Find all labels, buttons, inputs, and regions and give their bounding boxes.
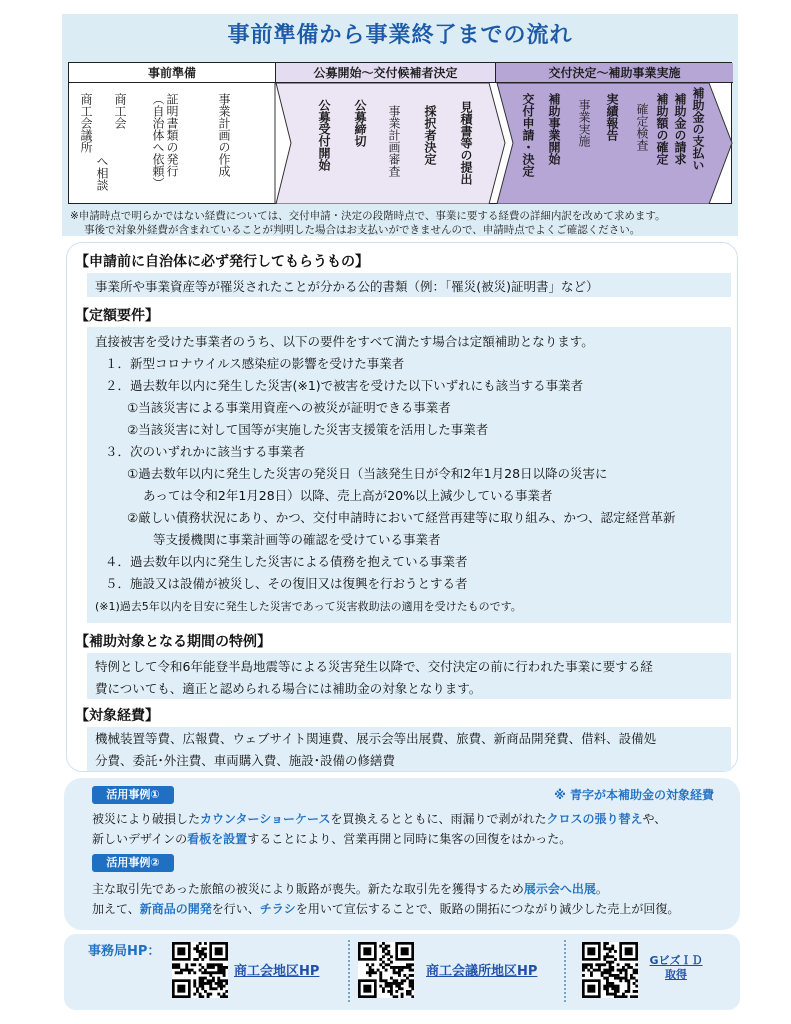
case2-l1-seg2: 。 [595,882,608,896]
case1-l1-cloth: クロスの張り替え [546,812,643,826]
fixed-section-title: 【定額要件】 [75,308,159,324]
period-line-1: 特例として令和6年能登半島地震等による災害発生以降で、交付決定の前に行われた事業に要する経 [95,659,653,674]
case1-badge: 活用事例① [92,786,174,804]
fixed-line-3: ３．次のいずれかに該当する事業者 [105,444,306,459]
final-step-amount: 補助額の確定 [655,93,669,165]
blue-text-note: ※ 青字が本補助金の対象経費 [554,788,714,802]
qr-code-gbiz [582,942,638,998]
flow-title: 事前準備から事業終了までの流れ [227,23,573,48]
final-step-claim: 補助金の請求 [673,93,687,165]
hp-label: 事務局HP： [88,944,161,959]
fixed-line-1: １．新型コロナウイルス感染症の影響を受けた事業者 [105,356,405,371]
docs-section-title: 【申請前に自治体に必ず発行してもらうもの】 [75,254,369,270]
fixed-line-2: ２．過去数年以内に発生した災害(※1)で被害を受けた以下いずれにも該当する事業者 [105,378,584,393]
docs-body: 事業所や事業資産等が罹災されたことが分かる公的書類（例：「罹災(被災)証明書」など） [95,279,599,294]
final-step-start: 補助事業開始 [547,93,561,165]
fixed-line-3-1b: あっては令和2年1月28日）以降、売上高が20%以上減少している事業者 [143,488,553,503]
stage-header-final: 交付決定～補助事業実施 [495,63,733,83]
prep-step-society: 商工会 [113,93,127,129]
flow-panel [62,14,738,236]
flow-note-line2: 事後で対象外経費が含まれていることが判明した場合はお支払いができませんので、申請時点でよくご確認ください。 [84,224,641,236]
qr-code-chamber [358,942,414,998]
case1-l2-seg0: 新しいデザインの [92,832,188,846]
flow-note-line1: ※申請時点で明らかではない経費については、交付申請・決定の段階時点で、事業に要する経費の詳細内訳を改めて求めます。 [70,210,666,222]
period-line-2: 費についても、適正と認められる場合には補助金の対象となります。 [95,681,482,696]
final-step-report: 実績報告 [605,93,619,141]
fixed-line-2-2: ②当該災害に対して国等が実施した災害支援策を活用した事業者 [127,422,489,437]
link-gbiz-id[interactable] [646,954,706,982]
prep-step-consult: へ相談 [95,155,109,191]
case2-l1-exhibition: 展示会へ出展 [523,882,596,896]
fixed-line-3-2a: ②厳しい債務状況にあり、かつ、交付申請時において経営再建等に取り組み、かつ、認定経営革新 [127,510,676,525]
case2-l2-seg4: を用いて宣伝することで、販路の開拓につながり減少した売上が回復。 [295,902,680,916]
case2-l2-product: 新商品の開発 [139,902,212,916]
case2-line2 [92,900,679,917]
footer-links [64,934,740,1010]
expenses-line-2: 分費、委託･外注費、車両購入費、施設･設備の修繕費 [95,753,396,768]
case1-l1-showcase: カウンターショーケース [200,812,331,826]
case2-l1-seg0: 主な取引先であった旅館の被災により販路が喪失。新たな取引先を獲得するため [92,882,524,896]
case1-l2-seg2: することにより、営業再開と同時に集客の回復をはかった。 [247,832,572,846]
final-step-grant-apply: 交付申請・決定 [521,93,535,177]
final-step-inspection: 確定検査 [635,103,649,151]
use-cases-panel [64,778,740,930]
prep-step-municipality: （自治体へ依頼） [151,93,165,189]
case2-badge: 活用事例② [92,854,174,872]
stage-header-mid: 公募開始～交付候補者決定 [275,63,495,83]
mid-step-review: 事業計画審査 [387,105,401,177]
mid-step-open: 公募受付開始 [317,99,331,171]
final-step-payment: 補助金の支払い [691,87,705,171]
fixed-line-3-1a: ①過去数年以内に発生した災害の発災日（当該発生日が令和2年1月28日以降の災害に [127,466,608,481]
prep-step-business-plan: 事業計画の作成 [217,93,231,177]
footer-divider-2 [564,940,566,1002]
period-section-title: 【補助対象となる期間の特例】 [75,634,271,650]
link-chamber-hp[interactable]: 商工会議所地区HP [426,964,538,979]
prep-step-chamber: 商工会議所 [79,93,93,153]
gbiz-line1: GビズＩＤ [649,954,703,967]
final-step-implement: 事業実施 [577,99,591,147]
expenses-section-title: 【対象経費】 [75,708,159,724]
link-society-hp[interactable]: 商工会地区HP [234,964,320,979]
case2-l2-seg0: 加えて、 [92,902,140,916]
case1-line1 [92,810,666,827]
fixed-line-3-2b: 等支援機関に事業計画等の確認を受けている事業者 [153,532,441,547]
mid-step-quote: 見積書等の提出 [459,101,473,185]
case2-line1 [92,880,608,897]
fixed-line-5: ５．施設又は設備が被災し、その復旧又は復興を行おうとする者 [105,576,468,591]
mid-step-adopt: 採択者決定 [423,105,437,165]
prep-step-certificate: 証明書類の発行 [165,93,179,177]
gbiz-line2: 取得 [665,968,687,981]
mid-step-close: 公募締切 [353,99,367,147]
case1-l1-seg0: 被災により破損した [92,812,201,826]
case2-l2-flyer: チラシ [259,902,296,916]
case1-l2-signboard: 看板を設置 [187,832,248,846]
fixed-line-4: ４．過去数年以内に発生した災害による債務を抱えている事業者 [105,554,468,569]
stage-header-prep: 事前準備 [69,63,275,83]
qr-code-society [172,942,228,998]
case2-l2-seg2: を行い、 [211,902,260,916]
case1-l1-seg4: や、 [642,812,667,826]
flow-note [70,209,736,237]
footer-divider-1 [348,940,350,1002]
requirements-panel [66,242,738,772]
case1-line2 [92,830,571,847]
fixed-line-2-1: ①当該災害による事業用資産への被災が証明できる事業者 [127,400,451,415]
fixed-footnote: (※1)過去5年以内を目安に発生した災害であって災害救助法の適用を受けたものです。 [95,600,522,613]
expenses-line-1: 機械装置等費、広報費、ウェブサイト関連費、展示会等出展費、旅費、新商品開発費、借料、設備処 [95,731,657,746]
case1-l1-seg2: を買換えるとともに、雨漏りで剥がれた [330,812,547,826]
fixed-line-intro: 直接被害を受けた事業者のうち、以下の要件をすべて満たす場合は定額補助となります。 [95,334,594,349]
flow-box [68,62,732,204]
